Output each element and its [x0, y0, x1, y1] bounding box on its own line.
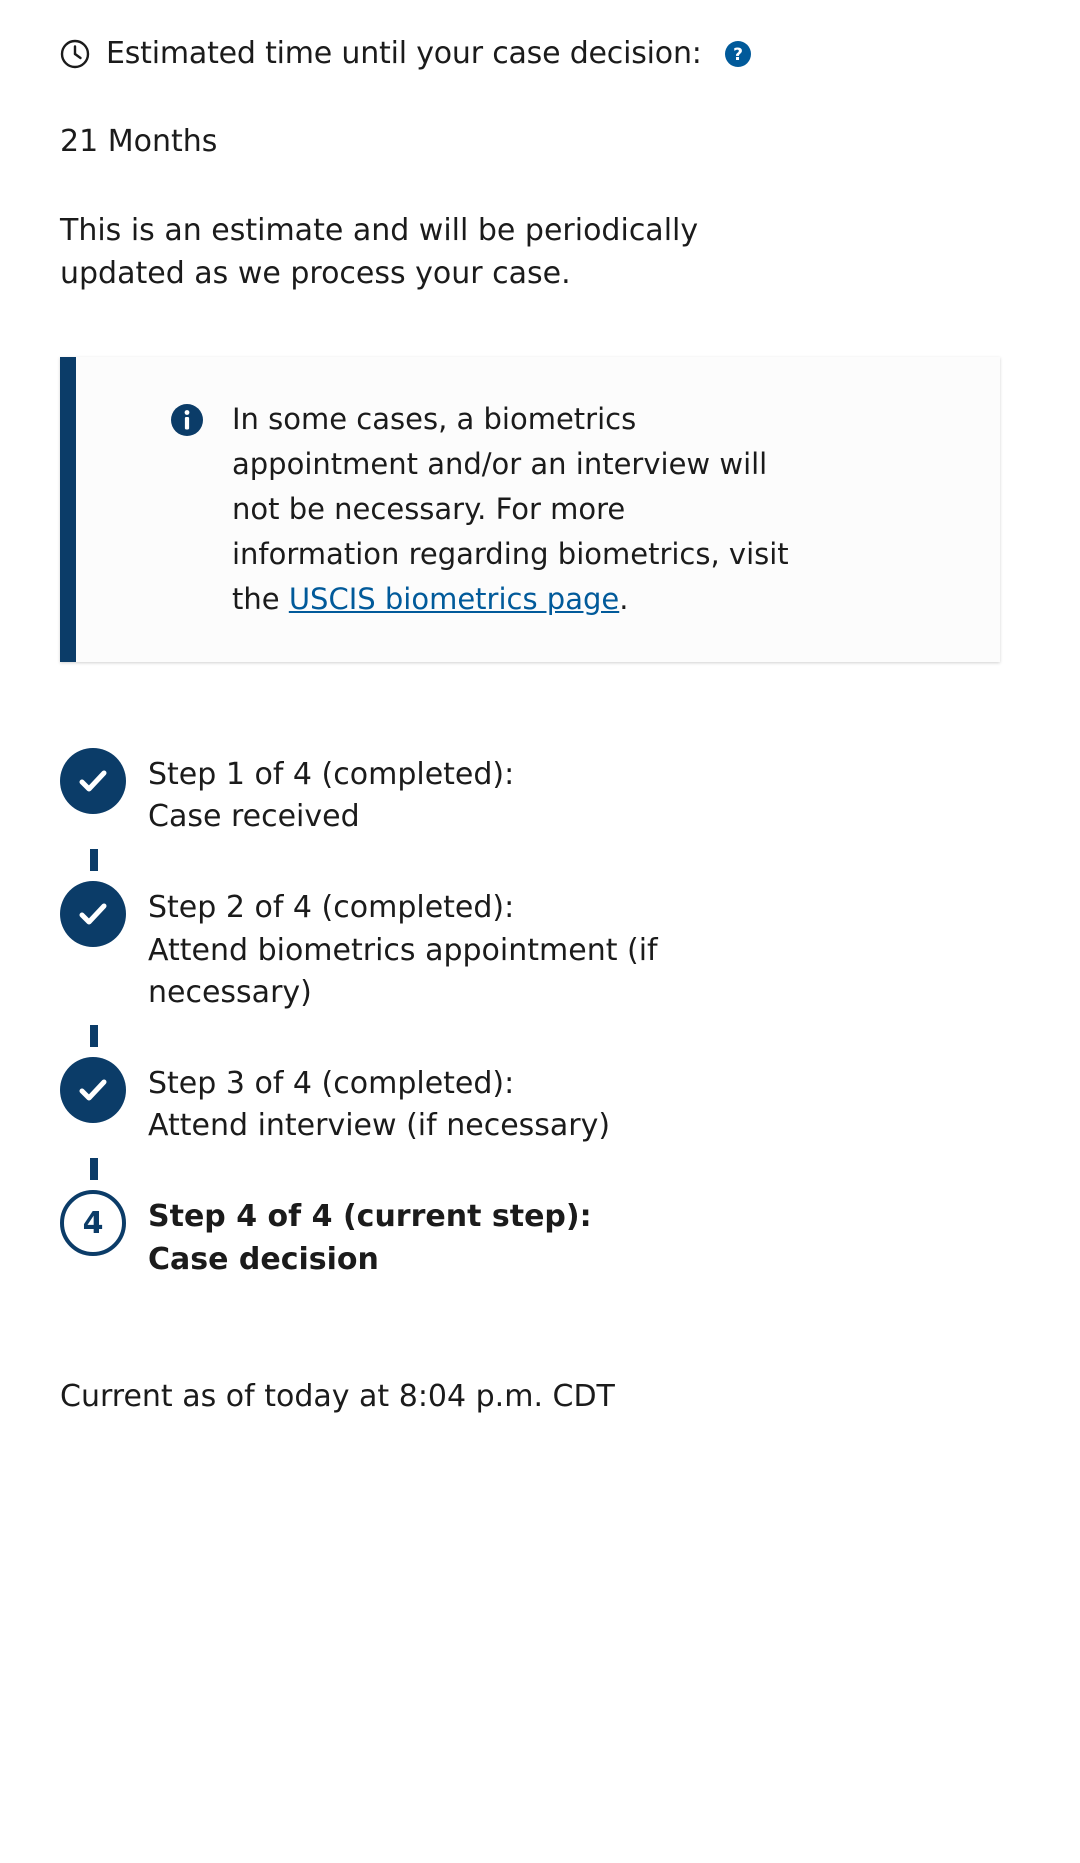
step-text	[148, 881, 788, 1015]
step-connector	[90, 1025, 98, 1047]
estimate-note: This is an estimate and will be periodically updated as we process your case.	[60, 213, 699, 291]
list-item	[60, 881, 1020, 1015]
estimated-time-value: 21 Months	[60, 124, 218, 159]
info-circle-icon	[170, 403, 204, 437]
step-text	[148, 748, 514, 839]
clock-icon	[60, 39, 90, 69]
check-icon	[60, 748, 126, 814]
svg-text:?: ?	[732, 45, 743, 65]
help-circle-icon[interactable]	[724, 40, 752, 68]
list-item-current	[60, 1190, 1020, 1281]
step-text	[148, 1057, 610, 1148]
alert-text-after-link: .	[619, 581, 629, 616]
alert-text-before-link: In some cases, a biometrics appointment and/or an interview will not be necessary. For more information regarding biometrics, visit the	[232, 402, 789, 616]
check-icon	[60, 1057, 126, 1123]
check-icon	[60, 881, 126, 947]
uscis-biometrics-page-link[interactable]: USCIS biometrics page	[288, 581, 620, 616]
case-progress-steps	[60, 748, 1020, 1281]
current-as-of-text: Current as of today at 8:04 p.m. CDT	[60, 1379, 615, 1415]
step-connector	[90, 849, 98, 871]
step-detail: Attend biometrics appointment (if necessary)	[148, 932, 658, 1011]
step-heading: Step 1 of 4 (completed):	[148, 756, 515, 792]
list-item	[60, 748, 1020, 839]
estimated-time-header	[60, 0, 1020, 72]
step-heading: Step 4 of 4 (current step):	[148, 1199, 592, 1235]
biometrics-info-alert	[60, 357, 1000, 662]
step-heading: Step 3 of 4 (completed):	[148, 1065, 515, 1101]
step-detail: Attend interview (if necessary)	[148, 1108, 611, 1144]
step-number-badge: 4	[60, 1190, 126, 1256]
step-detail: Case received	[148, 799, 360, 835]
alert-text	[232, 397, 792, 622]
page-title: Estimated time until your case decision:	[106, 36, 702, 71]
step-heading: Step 2 of 4 (completed):	[148, 890, 515, 926]
step-text	[148, 1190, 592, 1281]
list-item	[60, 1057, 1020, 1148]
step-connector	[90, 1158, 98, 1180]
step-detail: Case decision	[148, 1241, 379, 1277]
